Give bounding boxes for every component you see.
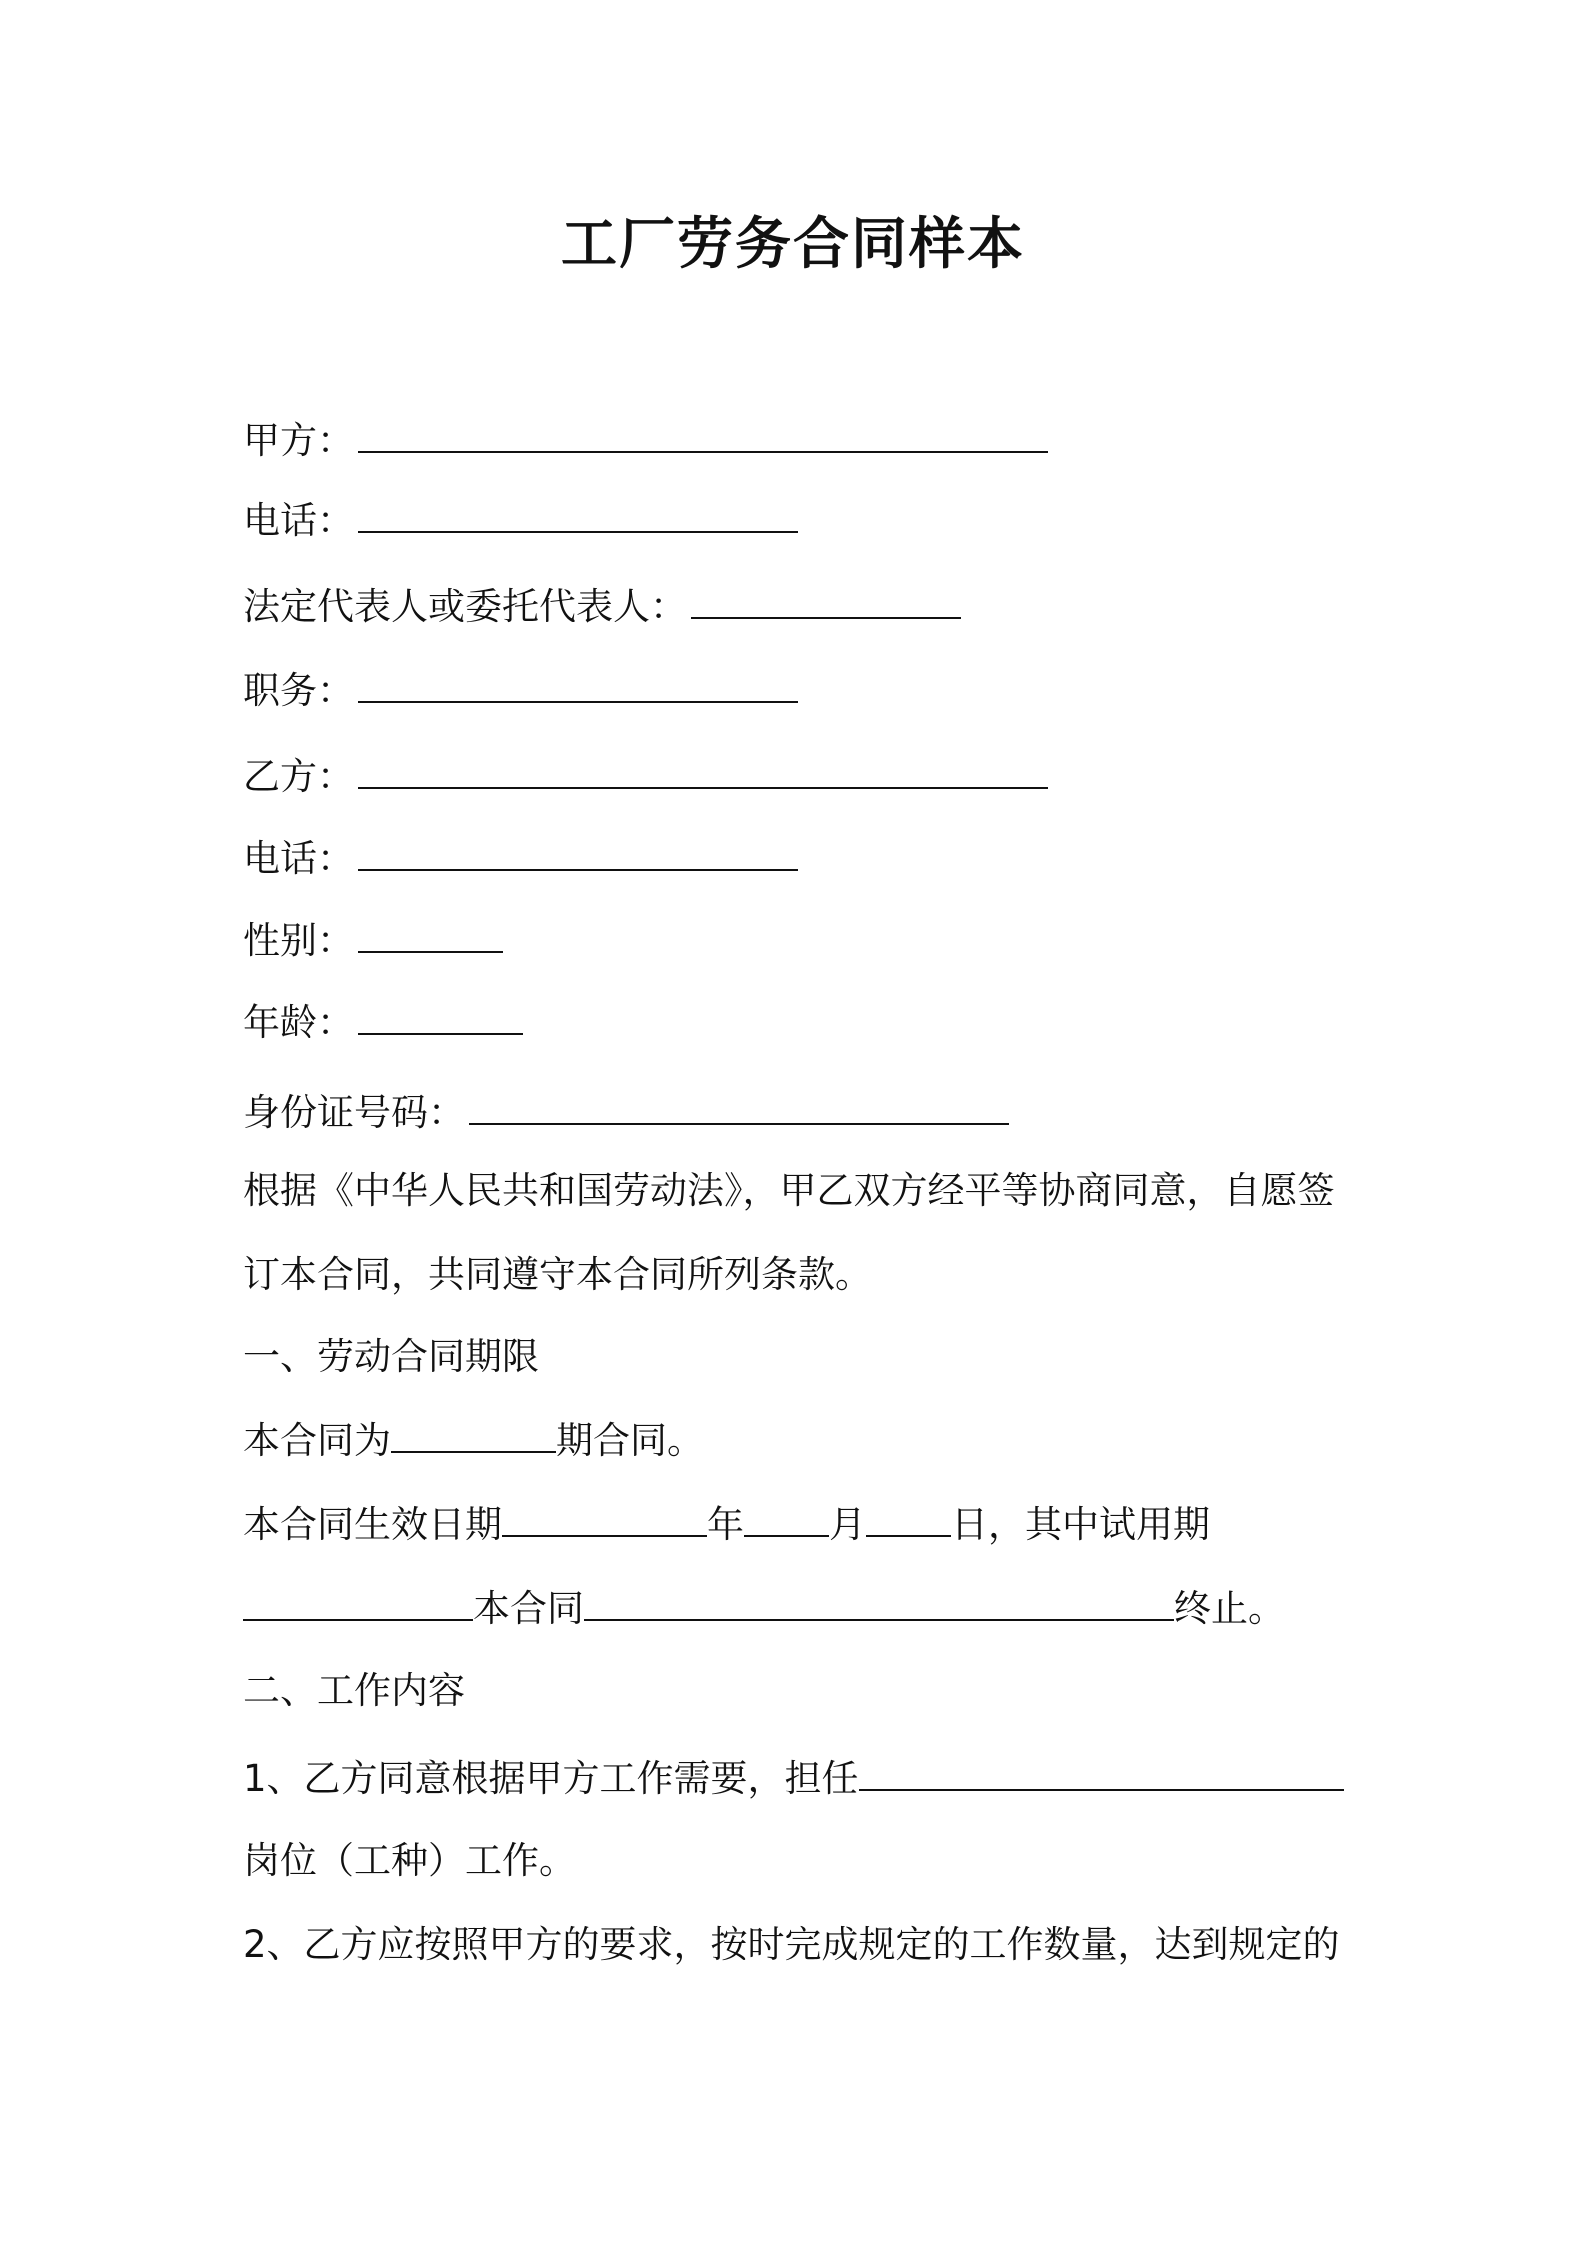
party-b-age-line bbox=[243, 998, 527, 1048]
day-trial-label: 日，其中试用期 bbox=[951, 1503, 1210, 1546]
preamble-line-1: 根据《中华人民共和国劳动法》，甲乙双方经平等协商同意，自愿签 bbox=[243, 1169, 1335, 1212]
trial-period-blank bbox=[243, 1585, 473, 1621]
contract-term-prefix: 本合同为 bbox=[243, 1419, 391, 1462]
effective-month-blank bbox=[744, 1501, 829, 1537]
party-b-gender-label: 性别： bbox=[243, 919, 354, 962]
party-a-phone-blank bbox=[358, 497, 798, 533]
party-b-id-blank bbox=[469, 1089, 1009, 1125]
contract-term-suffix: 期合同。 bbox=[556, 1419, 704, 1462]
party-b-phone-label: 电话： bbox=[243, 837, 354, 880]
party-b-id-line bbox=[243, 1088, 1013, 1138]
party-a-rep-blank bbox=[691, 583, 961, 619]
party-a-phone-label: 电话： bbox=[243, 499, 354, 542]
effective-year-blank bbox=[502, 1501, 707, 1537]
party-a-rep-line bbox=[243, 582, 965, 632]
contract-end-line bbox=[243, 1584, 1285, 1634]
party-a-line bbox=[243, 416, 1052, 466]
party-b-blank bbox=[358, 753, 1048, 789]
party-b-phone-blank bbox=[358, 835, 798, 871]
effective-day-blank bbox=[866, 1501, 951, 1537]
party-b-phone-line bbox=[243, 834, 802, 884]
contract-term-blank bbox=[391, 1417, 556, 1453]
contract-mid-label: 本合同 bbox=[473, 1587, 584, 1630]
effective-date-line bbox=[243, 1500, 1210, 1550]
party-a-position-line bbox=[243, 666, 802, 716]
party-b-id-label: 身份证号码： bbox=[243, 1091, 465, 1134]
party-a-rep-label: 法定代表人或委托代表人： bbox=[243, 585, 687, 628]
contract-term-line bbox=[243, 1416, 704, 1466]
effective-date-prefix: 本合同生效日期 bbox=[243, 1503, 502, 1546]
party-b-gender-line bbox=[243, 916, 507, 966]
party-b-age-blank bbox=[358, 999, 523, 1035]
job-position-blank bbox=[859, 1755, 1344, 1791]
end-date-blank bbox=[584, 1585, 1174, 1621]
year-label: 年 bbox=[707, 1503, 744, 1546]
section-1-heading: 一、劳动合同期限 bbox=[243, 1335, 539, 1378]
party-b-line bbox=[243, 752, 1052, 802]
document-title: 工厂劳务合同样本 bbox=[561, 212, 1025, 277]
item-1-suffix: 岗位（工种）工作。 bbox=[243, 1839, 576, 1882]
party-a-phone-line bbox=[243, 496, 802, 546]
party-a-position-label: 职务： bbox=[243, 669, 354, 712]
section-2-heading: 二、工作内容 bbox=[243, 1669, 465, 1712]
item-1-prefix: 1、乙方同意根据甲方工作需要，担任 bbox=[243, 1757, 859, 1800]
party-a-label: 甲方： bbox=[243, 419, 354, 462]
preamble-line-2: 订本合同，共同遵守本合同所列条款。 bbox=[243, 1253, 872, 1296]
party-a-blank bbox=[358, 417, 1048, 453]
party-b-label: 乙方： bbox=[243, 755, 354, 798]
item-1-line bbox=[243, 1754, 1344, 1804]
party-b-gender-blank bbox=[358, 917, 503, 953]
month-label: 月 bbox=[829, 1503, 866, 1546]
party-b-age-label: 年龄： bbox=[243, 1001, 354, 1044]
party-a-position-blank bbox=[358, 667, 798, 703]
item-2-line: 2、乙方应按照甲方的要求，按时完成规定的工作数量，达到规定的 bbox=[243, 1923, 1340, 1966]
end-suffix-label: 终止。 bbox=[1174, 1587, 1285, 1630]
